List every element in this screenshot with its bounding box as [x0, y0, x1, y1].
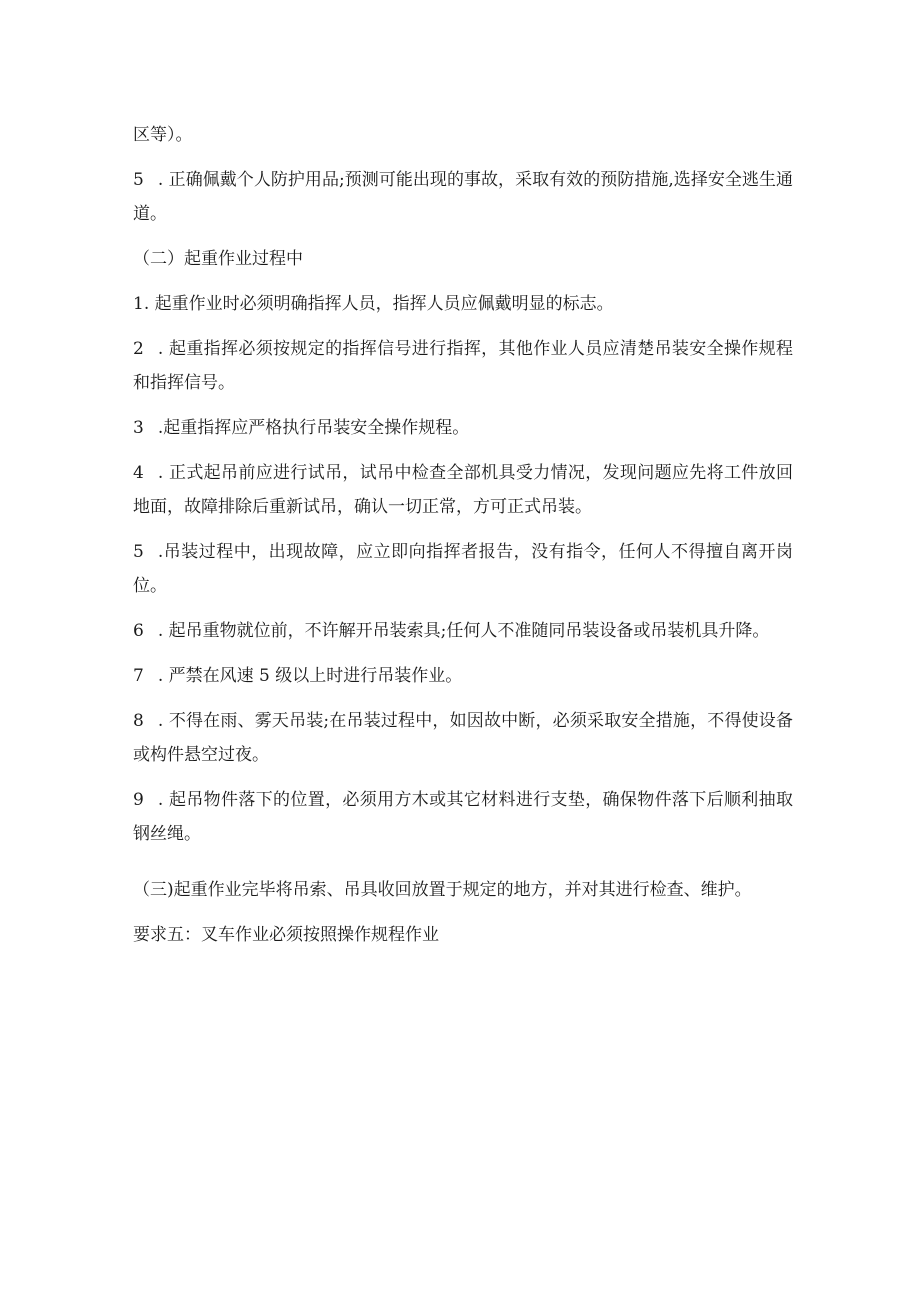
list-number: 4 — [133, 463, 144, 483]
list-item-text: . 严禁在风速 5 级以上时进行吊装作业。 — [157, 666, 463, 686]
list-item-text: . 起吊重物就位前，不许解开吊装索具;任何人不准随同吊装设备或吊装机具升降。 — [157, 621, 770, 641]
list-item-text: . 不得在雨、雾天吊装;在吊装过程中，如因故中断，必须采取安全措施，不得使设备或构件悬空过夜。 — [133, 711, 793, 765]
list-item-text: .吊装过程中，出现故障，应立即向指挥者报告，没有指令，任何人不得擅自离开岗位。 — [133, 542, 793, 596]
list-number: 5 — [133, 170, 144, 190]
list-number: 2 — [133, 339, 144, 359]
list-item-1: 1. 起重作业时必须明确指挥人员，指挥人员应佩戴明显的标志。 — [133, 294, 614, 314]
list-item-5-ppe — [133, 163, 793, 231]
list-item-text: . 正式起吊前应进行试吊，试吊中检查全部机具受力情况，发现问题应先将工件放回地面，故障排除后重新试吊，确认一切正常，方可正式吊装。 — [133, 463, 793, 517]
list-item-3 — [133, 411, 793, 445]
list-number: 9 — [133, 790, 144, 810]
list-item-text: . 起吊物件落下的位置，必须用方木或其它材料进行支垫，确保物件落下后顺利抽取钢丝绳。 — [133, 790, 793, 844]
list-item-7 — [133, 659, 793, 693]
section-heading-3: （三)起重作业完毕将吊索、吊具收回放置于规定的地方，并对其进行检查、维护。 — [133, 880, 752, 900]
list-item-8 — [133, 704, 793, 772]
list-number: 6 — [133, 621, 144, 641]
list-item-5 — [133, 535, 793, 603]
list-number: 3 — [133, 418, 144, 438]
list-item-9 — [133, 783, 793, 851]
list-item-text: . 正确佩戴个人防护用品;预测可能出现的事故，采取有效的预防措施,选择安全逃生通道。 — [133, 170, 793, 224]
list-item-4 — [133, 456, 793, 524]
list-item-text: .起重指挥应严格执行吊装安全操作规程。 — [157, 418, 470, 438]
list-item-6 — [133, 614, 793, 648]
list-number: 5 — [133, 542, 144, 562]
list-number: 8 — [133, 711, 144, 731]
section-heading-2: （二）起重作业过程中 — [133, 249, 303, 269]
list-item-text: . 起重指挥必须按规定的指挥信号进行指挥，其他作业人员应清楚吊装安全操作规程和指挥信号。 — [133, 339, 793, 393]
document-page — [133, 118, 793, 963]
list-item-2 — [133, 332, 793, 400]
list-number: 7 — [133, 666, 144, 686]
requirement-five-heading: 要求五：叉车作业必须按照操作规程作业 — [133, 925, 439, 945]
paragraph-continuation: 区等）。 — [133, 125, 193, 145]
